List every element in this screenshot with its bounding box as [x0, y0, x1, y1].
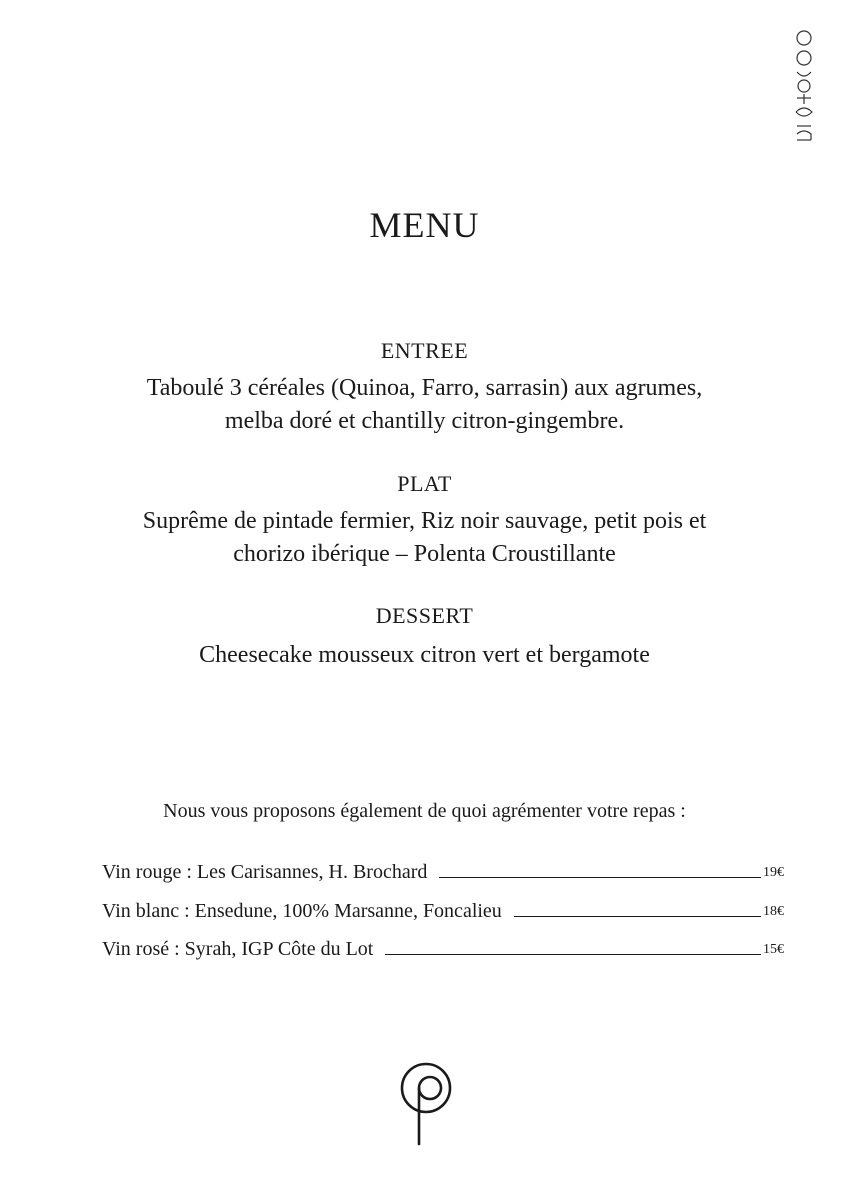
- dish-line: Suprême de pintade fermier, Riz noir sauvage, petit pois et: [142, 508, 707, 534]
- dish-line: Cheesecake mousseux citron vert et bergamote: [199, 642, 650, 668]
- leader-line: [385, 954, 761, 955]
- dish-dessert: [60, 639, 789, 672]
- dish-plat: [60, 505, 789, 571]
- le-patisson-logo-icon: [784, 24, 824, 144]
- dish-line: melba doré et chantilly citron-gingembre.: [224, 408, 625, 434]
- wine-price: 15€: [763, 942, 784, 957]
- wine-price: 19€: [763, 865, 784, 880]
- wine-price: 18€: [763, 904, 784, 919]
- dish-entree: [60, 372, 789, 438]
- leader-line: [439, 877, 761, 878]
- wine-name: Vin rosé : Syrah, IGP Côte du Lot: [102, 938, 374, 960]
- section-label-plat: PLAT: [397, 471, 452, 496]
- dish-line: Taboulé 3 céréales (Quinoa, Farro, sarrasin) aux agrumes,: [146, 375, 703, 401]
- section-label-dessert: DESSERT: [375, 603, 474, 628]
- wine-row-rose: [102, 933, 784, 961]
- wine-row-blanc: [102, 895, 784, 923]
- page-title: MENU: [369, 205, 480, 245]
- wine-name: Vin rouge : Les Carisannes, H. Brochard: [102, 861, 428, 883]
- p-monogram-icon: [398, 1060, 454, 1146]
- wine-name: Vin blanc : Ensedune, 100% Marsanne, Foncalieu: [102, 900, 502, 922]
- dish-line: chorizo ibérique – Polenta Croustillante: [233, 541, 616, 567]
- extras-intro: Nous vous proposons également de quoi agrémenter votre repas :: [163, 800, 686, 822]
- leader-line: [514, 916, 761, 917]
- section-label-entree: ENTREE: [380, 338, 469, 363]
- wine-row-rouge: [102, 856, 784, 884]
